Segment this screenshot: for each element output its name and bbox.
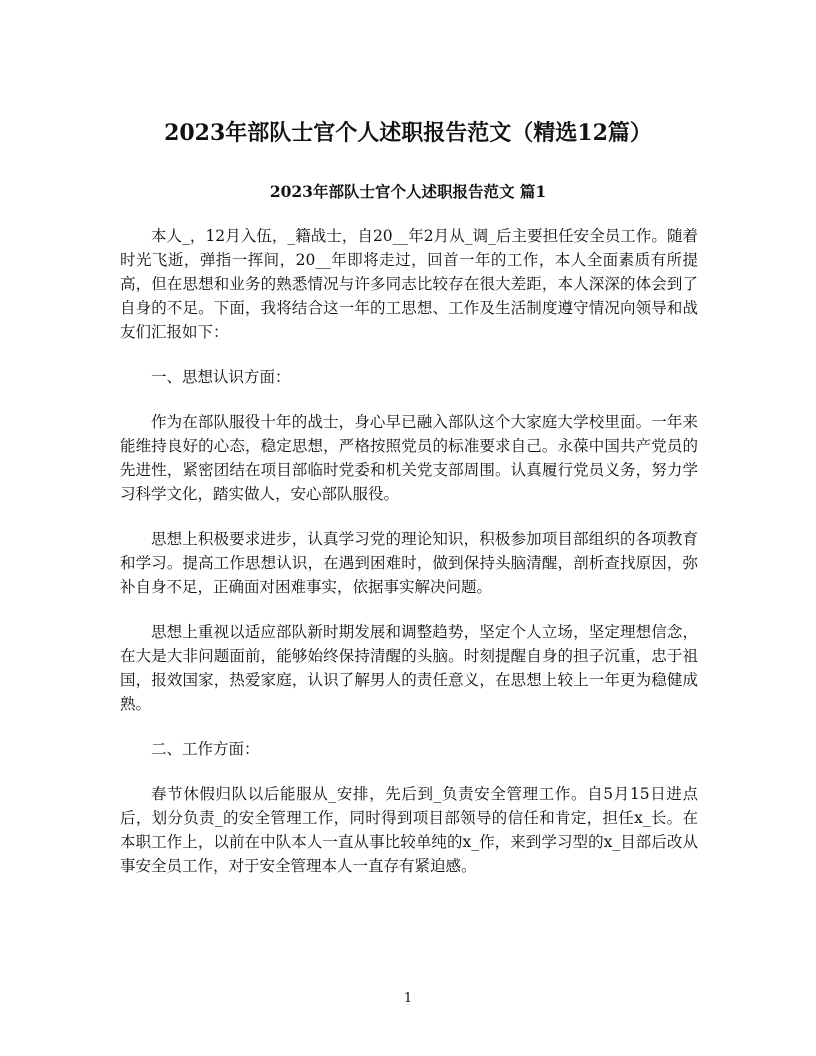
paragraph-work-1: 春节休假归队以后能服从_安排，先后到_负责安全管理工作。自5月15日进点后，划分负责_的安全管理工作，同时得到项目部领导的信任和肯定，担任x_长。在本职工作上，以前在中队本人一直从事比较单纯的x_作，来到学习型的x_目部后改从事安全员工作，对于安全管理本人一直存有紧迫感。 bbox=[120, 785, 698, 875]
page-number: 1 bbox=[403, 991, 413, 1006]
document-title: 2023年部队士官个人述职报告范文（精选12篇） bbox=[164, 120, 652, 146]
paragraph-intro: 本人_，12月入伍，_籍战士，自20__年2月从_调_后主要担任安全员工作。随着时光飞逝，弹指一挥间，20__年即将走过，回首一年的工作，本人全面素质有所提高，但在思想和业务的熟悉情况与许多同志比较存在很大差距，本人深深的体会到了自身的不足。下面，我将结合这一年的工思想、工作及生活制度遵守情况向领导和战友们汇报如下： bbox=[120, 227, 698, 341]
document-body bbox=[120, 224, 698, 899]
paragraph-ideology-3: 思想上重视以适应部队新时期发展和调整趋势，坚定个人立场，坚定理想信念，在大是大非问题面前，能够始终保持清醒的头脑。时刻提醒自身的担子沉重，忠于祖国，报效国家，热爱家庭，认识了解男人的责任意义，在思想上较上一年更为稳健成熟。 bbox=[120, 623, 698, 713]
paragraph-ideology-1: 作为在部队服役十年的战士，身心早已融入部队这个大家庭大学校里面。一年来能维持良好的心态，稳定思想，严格按照党员的标准要求自己。永葆中国共产党员的先进性，紧密团结在项目部临时党委和机关党支部周围。认真履行党员义务，努力学习科学文化，踏实做人，安心部队服役。 bbox=[120, 413, 698, 503]
heading-ideology: 一、思想认识方面： bbox=[151, 368, 291, 386]
section-title: 2023年部队士官个人述职报告范文 篇1 bbox=[269, 182, 547, 201]
paragraph-ideology-2: 思想上积极要求进步，认真学习党的理论知识，积极参加项目部组织的各项教育和学习。提高工作思想认识，在遇到困难时，做到保持头脑清醒，剖析查找原因，弥补自身不足，正确面对困难事实，依据事实解决问题。 bbox=[120, 530, 698, 596]
heading-work: 二、工作方面： bbox=[151, 740, 260, 758]
